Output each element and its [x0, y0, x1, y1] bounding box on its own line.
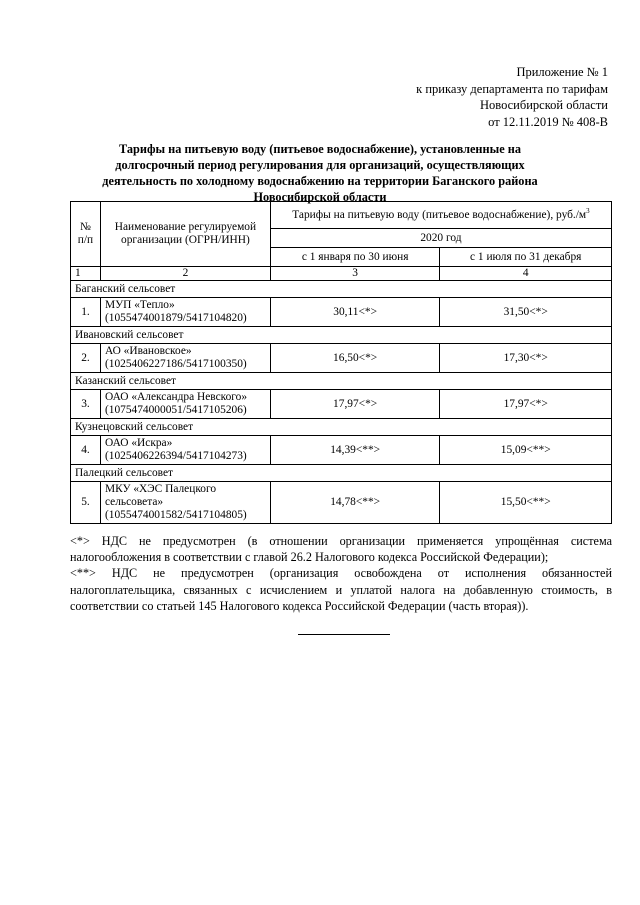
table-colnum-row	[71, 267, 612, 281]
row-tariff-2: 17,30<*>	[440, 344, 612, 373]
section-name: Баганский сельсовет	[71, 281, 612, 298]
org-ids: (1055474001879/5417104820)	[104, 312, 247, 324]
section-row	[71, 465, 612, 482]
org-name: МУП «Тепло»	[104, 299, 175, 311]
row-num: 3.	[71, 390, 101, 419]
appendix-line-3: Новосибирской области	[479, 98, 608, 112]
header-tariff-text: Тарифы на питьевую воду (питьевое водоснабжение), руб./м	[292, 208, 587, 221]
appendix-line-1: Приложение № 1	[516, 65, 608, 79]
header-period-2: с 1 июля по 31 декабря	[440, 248, 612, 267]
row-org	[100, 482, 270, 524]
row-org	[100, 344, 270, 373]
colnum-2: 2	[100, 267, 270, 281]
row-org	[100, 436, 270, 465]
org-ids: (1025406227186/5417100350)	[104, 358, 247, 370]
row-tariff-2: 31,50<*>	[440, 298, 612, 327]
org-name: ОАО «Александра Невского»	[104, 391, 248, 403]
footnotes	[70, 533, 612, 614]
tariff-table	[70, 201, 612, 524]
header-num: № п/п	[71, 202, 101, 267]
colnum-3: 3	[270, 267, 440, 281]
org-name: ОАО «Искра»	[104, 437, 173, 449]
header-period-1: с 1 января по 30 июня	[270, 248, 440, 267]
row-num: 1.	[71, 298, 101, 327]
section-name: Казанский сельсовет	[71, 373, 612, 390]
appendix-line-2: к приказу департамента по тарифам	[416, 81, 608, 96]
row-num: 2.	[71, 344, 101, 373]
table-row	[71, 436, 612, 465]
row-num: 5.	[71, 482, 101, 524]
row-org	[100, 390, 270, 419]
header-tariff	[270, 202, 611, 229]
table-row	[71, 298, 612, 327]
end-separator-line	[298, 634, 390, 635]
table-row	[71, 390, 612, 419]
org-ids: (1055474001582/5417104805)	[104, 509, 247, 521]
section-row	[71, 327, 612, 344]
org-name: АО «Ивановское»	[104, 345, 192, 357]
colnum-4: 4	[440, 267, 612, 281]
section-name: Кузнецовский сельсовет	[71, 419, 612, 436]
table-row	[71, 482, 612, 524]
table-row	[71, 344, 612, 373]
section-row	[71, 281, 612, 298]
colnum-1: 1	[71, 267, 101, 281]
row-tariff-1: 14,78<**>	[270, 482, 440, 524]
header-year: 2020 год	[270, 229, 611, 248]
row-tariff-2: 15,09<**>	[440, 436, 612, 465]
appendix-header	[416, 64, 608, 130]
row-tariff-1: 16,50<*>	[270, 344, 440, 373]
row-num: 4.	[71, 436, 101, 465]
section-row	[71, 419, 612, 436]
section-name: Палецкий сельсовет	[71, 465, 612, 482]
section-name: Ивановский сельсовет	[71, 327, 612, 344]
row-tariff-1: 14,39<**>	[270, 436, 440, 465]
row-tariff-2: 15,50<**>	[440, 482, 612, 524]
header-org: Наименование регулируемой организации (ОГРН/ИНН)	[100, 202, 270, 267]
org-name: МКУ «ХЭС Палецкого сельсовета»	[104, 483, 217, 508]
header-tariff-sup: 3	[586, 206, 590, 215]
appendix-line-4: от 12.11.2019 № 408-В	[488, 114, 608, 129]
section-row	[71, 373, 612, 390]
row-tariff-1: 17,97<*>	[270, 390, 440, 419]
org-ids: (1025406226394/5417104273)	[104, 450, 247, 462]
row-org	[100, 298, 270, 327]
document-title: Тарифы на питьевую воду (питьевое водоснабжение), установленные на долгосрочный период регулирования для организаций, осуществляющих деятельность по холодному водоснабжению на территории Баганского района Новосибирской области	[102, 142, 538, 204]
footnote-2: <**> НДС не предусмотрен (организация освобождена от исполнения обязанностей налогоплательщика, связанных с исчислением и уплатой налога на добавленную стоимость, в соответствии со статьей 145 Налогового кодекса Российской Федерации (часть вторая)).	[70, 566, 612, 613]
footnote-1: <*> НДС не предусмотрен (в отношении организации применяется упрощённая система налогообложения в соответствии с главой 26.2 Налогового кодекса Российской Федерации);	[70, 534, 612, 565]
table-header-row	[71, 202, 612, 229]
row-tariff-1: 30,11<*>	[270, 298, 440, 327]
row-tariff-2: 17,97<*>	[440, 390, 612, 419]
org-ids: (1075474000051/5417105206)	[104, 404, 247, 416]
